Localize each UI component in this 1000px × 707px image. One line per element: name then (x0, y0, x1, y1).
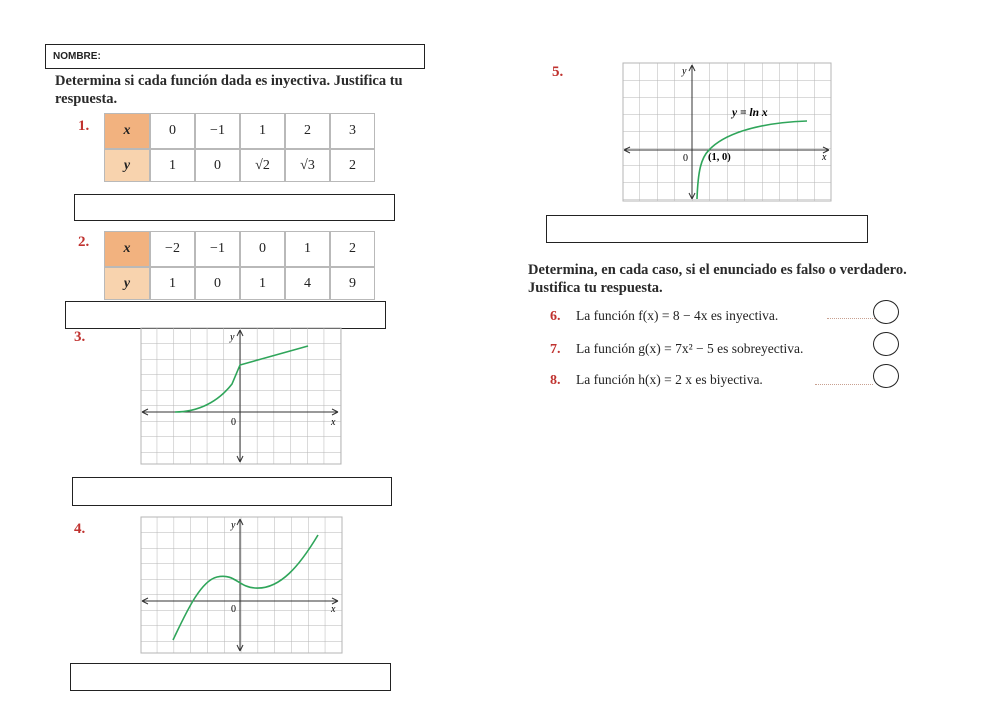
answer-box-1[interactable] (74, 194, 395, 221)
table-cell: 1 (240, 267, 285, 300)
y-axis-label: y (231, 520, 236, 531)
statement-6 (550, 308, 778, 325)
statement-text: La función f(x) = 8 − 4x es inyectiva. (576, 308, 779, 323)
table-cell: 2 (285, 113, 330, 149)
table-cell: −1 (195, 231, 240, 267)
table-cell: 1 (285, 231, 330, 267)
statement-number: 7. (550, 342, 561, 357)
table-cell: √2 (240, 149, 285, 182)
y-axis-label: y (682, 66, 687, 77)
name-label: NOMBRE: (53, 51, 101, 62)
table-cell: −1 (195, 113, 240, 149)
problem-number: 4. (74, 521, 86, 537)
y-axis-label: y (230, 332, 235, 343)
table-cell: −2 (150, 231, 195, 267)
answer-circle-8[interactable] (873, 364, 899, 388)
table-header-y: y (104, 149, 150, 182)
table-header-x: x (104, 113, 150, 149)
table-cell: 3 (330, 113, 375, 149)
origin-label: 0 (683, 153, 688, 164)
statement-text: La función g(x) = 7x² − 5 es sobreyectiva. (576, 341, 804, 356)
answer-box-2[interactable] (65, 301, 386, 329)
answer-box-3[interactable] (72, 477, 392, 506)
table-cell: √3 (285, 149, 330, 182)
answer-line (827, 318, 875, 319)
table-cell: 1 (240, 113, 285, 149)
table-cell: 2 (330, 149, 375, 182)
statement-text: La función h(x) = 2 x es biyectiva. (576, 372, 763, 387)
statement-8 (550, 372, 763, 389)
table-cell: 2 (330, 231, 375, 267)
name-field[interactable] (45, 44, 425, 69)
table-header-y: y (104, 267, 150, 300)
x-axis-label: x (331, 417, 336, 428)
table-cell: 4 (285, 267, 330, 300)
graph-4 (140, 515, 343, 655)
statement-number: 6. (550, 309, 561, 324)
table-cell: 0 (195, 149, 240, 182)
problem-number: 2. (78, 234, 90, 250)
statement-number: 8. (550, 373, 561, 388)
table-cell: 1 (150, 267, 195, 300)
curve-label: y = ln x (732, 107, 768, 119)
x-axis-label: x (331, 604, 336, 615)
origin-label: 0 (231, 604, 236, 615)
table-header-x: x (104, 231, 150, 267)
answer-circle-7[interactable] (873, 332, 899, 356)
graph-5 (622, 61, 834, 203)
value-table-2 (104, 231, 375, 300)
table-cell: 0 (240, 231, 285, 267)
answer-box-4[interactable] (70, 663, 391, 691)
instruction-part1: Determina si cada función dada es inyectiva. Justifica tu respuesta. (55, 73, 403, 107)
graph-3 (140, 326, 342, 466)
table-cell: 0 (195, 267, 240, 300)
point-label: (1, 0) (708, 152, 731, 163)
table-cell: 1 (150, 149, 195, 182)
answer-line (815, 384, 873, 385)
table-cell: 9 (330, 267, 375, 300)
value-table-1 (104, 113, 375, 182)
instruction-part2: Determina, en cada caso, si el enunciado es falso o verdadero. Justifica tu respuesta. (528, 262, 907, 296)
origin-label: 0 (231, 417, 236, 428)
problem-number: 3. (74, 329, 86, 345)
answer-circle-6[interactable] (873, 300, 899, 324)
problem-number: 1. (78, 118, 90, 134)
x-axis-label: x (822, 152, 827, 163)
problem-number: 5. (552, 64, 564, 80)
statement-7 (550, 341, 803, 358)
answer-box-5[interactable] (546, 215, 868, 243)
table-cell: 0 (150, 113, 195, 149)
